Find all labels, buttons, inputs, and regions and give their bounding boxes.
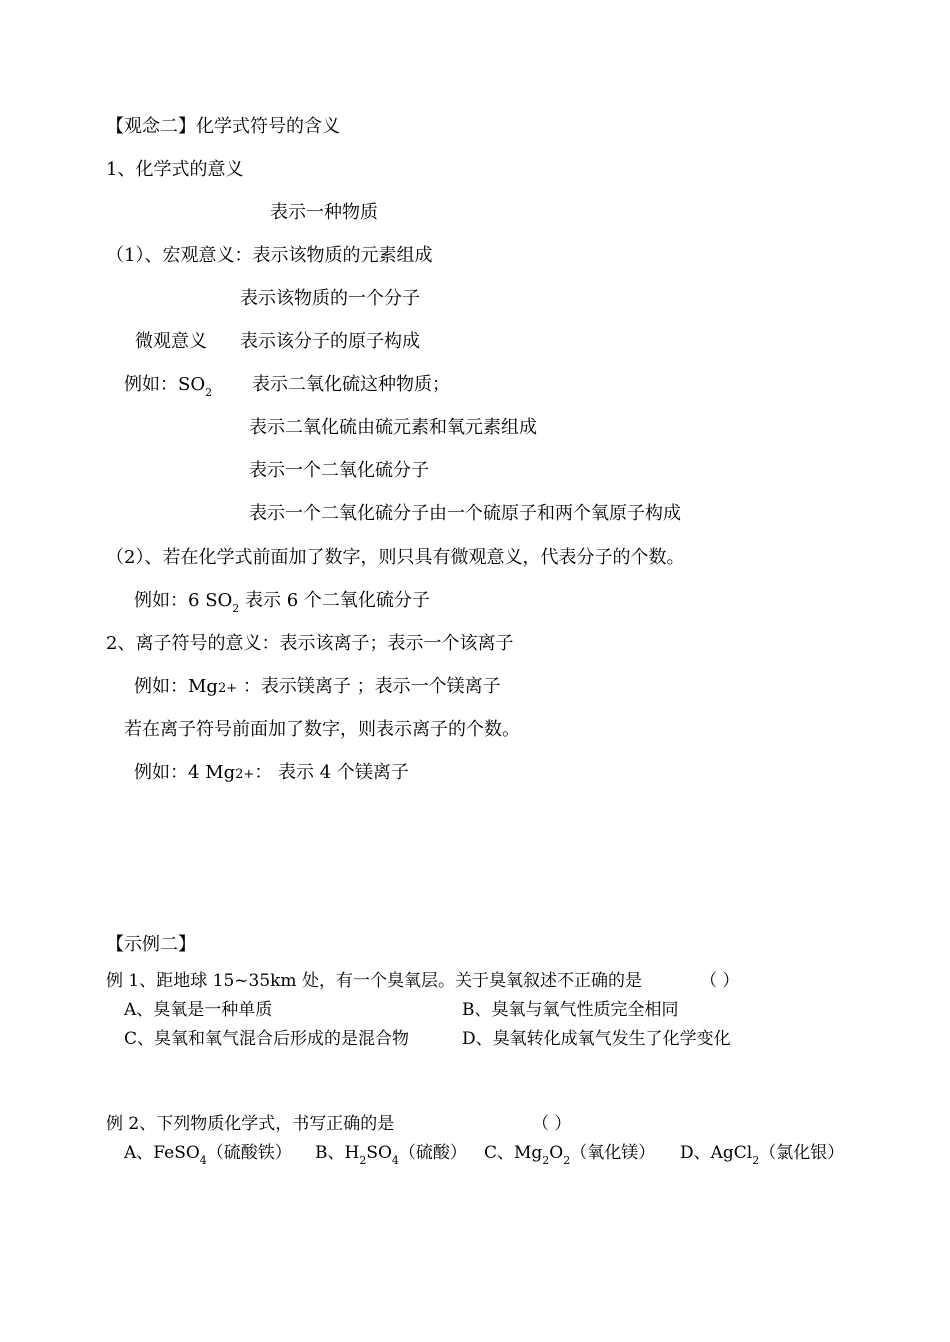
q2-answer-paren: （ ） — [532, 1114, 572, 1134]
option-label: B、H — [315, 1143, 360, 1163]
option-label: C、Mg — [484, 1143, 543, 1163]
subscript: 4 — [391, 1154, 399, 1167]
micro-line-a: 表示该物质的一个分子 — [240, 288, 420, 309]
example-prefix: 例如： — [134, 762, 188, 783]
q1-option-d: D、臭氧转化成氧气发生了化学变化 — [462, 1029, 731, 1049]
examples-heading: 【示例二】 — [106, 934, 196, 955]
formula-subscript: 2 — [205, 386, 213, 399]
subscript: 2 — [563, 1154, 571, 1167]
example-6so2 — [134, 590, 430, 615]
subscript: 4 — [199, 1154, 207, 1167]
option-formula: SO — [366, 1143, 392, 1163]
formula-so: SO — [205, 590, 233, 611]
ion-number-rule: 若在离子符号前面加了数字，则表示离子的个数。 — [124, 719, 520, 740]
option-name: （硫酸铁） — [206, 1143, 292, 1163]
example-text: ： 表示 4 个镁离子 — [254, 762, 409, 783]
macro-extra-line: 表示一种物质 — [270, 202, 378, 223]
ion-charge: 2+ — [217, 681, 238, 696]
formula-so: SO — [178, 374, 206, 395]
coefficient: 4 — [188, 762, 206, 783]
q2-option-b — [315, 1142, 467, 1167]
example-text: ：表示镁离子 ；表示一个镁离子 — [242, 676, 501, 697]
micro-label: 微观意义 — [135, 331, 207, 352]
example-mg — [134, 676, 501, 700]
so2-meaning-4: 表示一个二氧化硫分子由一个硫原子和两个氧原子构成 — [249, 503, 681, 524]
q1-option-b: B、臭氧与氧气性质完全相同 — [462, 1000, 679, 1020]
formula-subscript: 2 — [232, 602, 240, 615]
option-name: （硫酸） — [398, 1143, 467, 1163]
option-name: （氧化镁） — [570, 1143, 656, 1163]
example-prefix: 例如： — [124, 374, 178, 395]
q2-option-d — [680, 1142, 845, 1167]
q1-option-c: C、臭氧和氧气混合后形成的是混合物 — [124, 1029, 410, 1049]
macro-meaning-line: （1）、宏观意义：表示该物质的元素组成 — [106, 245, 433, 266]
option-label: D、AgCl — [680, 1143, 753, 1163]
subscript: 2 — [359, 1154, 367, 1167]
so2-meaning-1: 表示二氧化硫这种物质； — [252, 374, 450, 395]
example-text: 表示 6 个二氧化硫分子 — [239, 590, 430, 611]
example-4mg — [134, 762, 409, 786]
section2-title: 2、离子符号的意义：表示该离子；表示一个该离子 — [106, 633, 514, 654]
coefficient: 6 — [188, 590, 206, 611]
option-label: A、FeSO — [124, 1143, 200, 1163]
concept-heading: 【观念二】化学式符号的含义 — [106, 116, 340, 137]
so2-meaning-2: 表示二氧化硫由硫元素和氧元素组成 — [249, 417, 537, 438]
q2-stem: 例 2、下列物质化学式，书写正确的是 — [106, 1114, 395, 1134]
subscript: 2 — [542, 1154, 550, 1167]
ion-charge: 2+ — [235, 767, 255, 782]
example-prefix: 例如： — [134, 676, 188, 697]
option-formula: O — [549, 1143, 564, 1163]
ion-symbol: Mg — [188, 676, 218, 697]
number-rule-line: （2）、若在化学式前面加了数字，则只具有微观意义，代表分子的个数。 — [106, 547, 685, 568]
q2-option-a — [124, 1142, 292, 1167]
q1-stem: 例 1、距地球 15~35km 处，有一个臭氧层。关于臭氧叙述不正确的是 — [106, 971, 642, 991]
section1-title: 1、化学式的意义 — [106, 159, 244, 180]
ion-symbol: Mg — [205, 762, 236, 783]
micro-line-b: 表示该分子的原子构成 — [240, 331, 420, 352]
q2-option-c — [484, 1142, 656, 1167]
q1-answer-paren: （ ） — [700, 971, 740, 991]
example-prefix: 例如： — [134, 590, 188, 611]
example-so2 — [124, 374, 213, 399]
q1-option-a: A、臭氧是一种单质 — [124, 1000, 273, 1020]
subscript: 2 — [752, 1154, 760, 1167]
so2-meaning-3: 表示一个二氧化硫分子 — [249, 460, 429, 481]
option-name: （氯化银） — [759, 1143, 845, 1163]
